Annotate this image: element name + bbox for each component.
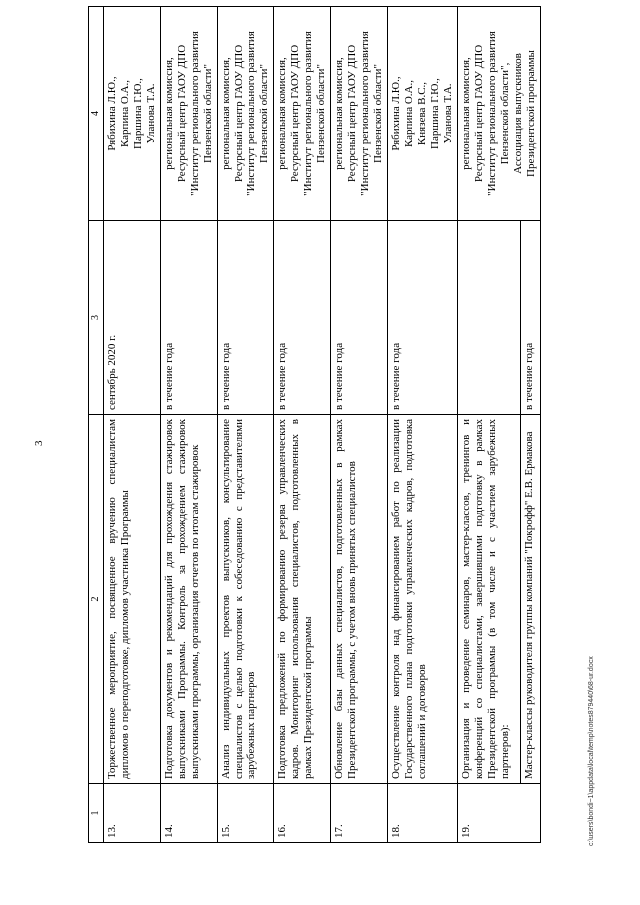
footer-file-path: c:\users\bondi~1\appdata\local\temp\notes879440\68-ur.docx xyxy=(588,656,595,846)
row-number: 18. xyxy=(388,784,458,843)
table-row xyxy=(217,7,274,843)
term-cell: в течение года xyxy=(388,221,458,415)
page-number: 3 xyxy=(33,440,45,446)
row-number: 15. xyxy=(217,784,274,843)
activity-cell: Подготовка документов и рекомендаций для прохождения стажировок выпускниками Программы. Контроль за прохождением стажировок выпускниками программы, организация отчетов по итогам стажировок xyxy=(160,415,217,784)
plan-table xyxy=(88,6,541,843)
term-cell: в течение года xyxy=(217,221,274,415)
activity-cell: Обновление базы данных специалистов, подготовленных в рамках Президентской программы, с учетом вновь принятых специалистов xyxy=(331,415,388,784)
activity-cell: Организация и проведение семинаров, мастер-классов, тренингов и конференций со специалистами, завершившими подготовку в рамках Президентской программы (в том числе и с участием зарубежных партнеров): xyxy=(458,415,521,784)
header-col-4: 4 xyxy=(89,7,104,221)
row-number: 13. xyxy=(103,784,160,843)
table-row xyxy=(103,7,160,843)
table-row xyxy=(331,7,388,843)
row-number: 17. xyxy=(331,784,388,843)
term-cell: в течение года xyxy=(520,221,540,415)
row-number: 16. xyxy=(274,784,331,843)
table-row xyxy=(274,7,331,843)
executor-cell: региональная комиссия, Ресурсный центр ГАОУ ДПО "Институт регионального развития Пензенской области" xyxy=(331,7,388,221)
header-col-2: 2 xyxy=(89,415,104,784)
header-col-3: 3 xyxy=(89,221,104,415)
executor-cell: региональная комиссия, Ресурсный центр ГАОУ ДПО "Институт регионального развития Пензенской области" xyxy=(160,7,217,221)
activity-cell: Осуществление контроля над финансированием работ по реализации Государственного плана подготовки управленческих кадров, подготовка соглашений и договоров xyxy=(388,415,458,784)
plan-table-container xyxy=(88,31,604,843)
activity-cell: Анализ индивидуальных проектов выпускников, консультирование специалистов с целью подготовки к собеседованию с представителями зарубежных партнеров xyxy=(217,415,274,784)
term-cell xyxy=(458,221,521,415)
table-header-row xyxy=(89,7,104,843)
executor-cell: Рябихина Л.Ю., Карпина О.А., Паршина Г.Ю., Уланова Т.А. xyxy=(103,7,160,221)
table-row xyxy=(160,7,217,843)
term-cell: сентябрь 2020 г. xyxy=(103,221,160,415)
activity-cell: Торжественное мероприятие, посвященное вручению специалистам дипломов о переподготовке, дипломов участника Программы xyxy=(103,415,160,784)
executor-cell: региональная комиссия, Ресурсный центр ГАОУ ДПО "Институт регионального развития Пензенской области", Ассоциация выпускников Президентской программы xyxy=(458,7,541,221)
header-col-1: 1 xyxy=(89,784,104,843)
term-cell: в течение года xyxy=(331,221,388,415)
row-number: 19. xyxy=(458,784,541,843)
activity-cell: Подготовка предложений по формированию резерва управленческих кадров. Мониторинг использования специалистов, подготовленных в рамках Президентской программы xyxy=(274,415,331,784)
table-row xyxy=(388,7,458,843)
table-row xyxy=(458,7,521,843)
executor-cell: Рябихина Л.Ю., Карпина О.А., Князева В.С., Паршина Г.Ю., Уланова Т.А. xyxy=(388,7,458,221)
term-cell: в течение года xyxy=(160,221,217,415)
executor-cell: региональная комиссия, Ресурсный центр ГАОУ ДПО "Институт регионального развития Пензенской области" xyxy=(217,7,274,221)
row-number: 14. xyxy=(160,784,217,843)
term-cell: в течение года xyxy=(274,221,331,415)
activity-cell: Мастер-классы руководителя группы компаний "Покрофф" Е.В. Ермакова xyxy=(520,415,540,784)
executor-cell: региональная комиссия, Ресурсный центр ГАОУ ДПО "Институт регионального развития Пензенской области" xyxy=(274,7,331,221)
